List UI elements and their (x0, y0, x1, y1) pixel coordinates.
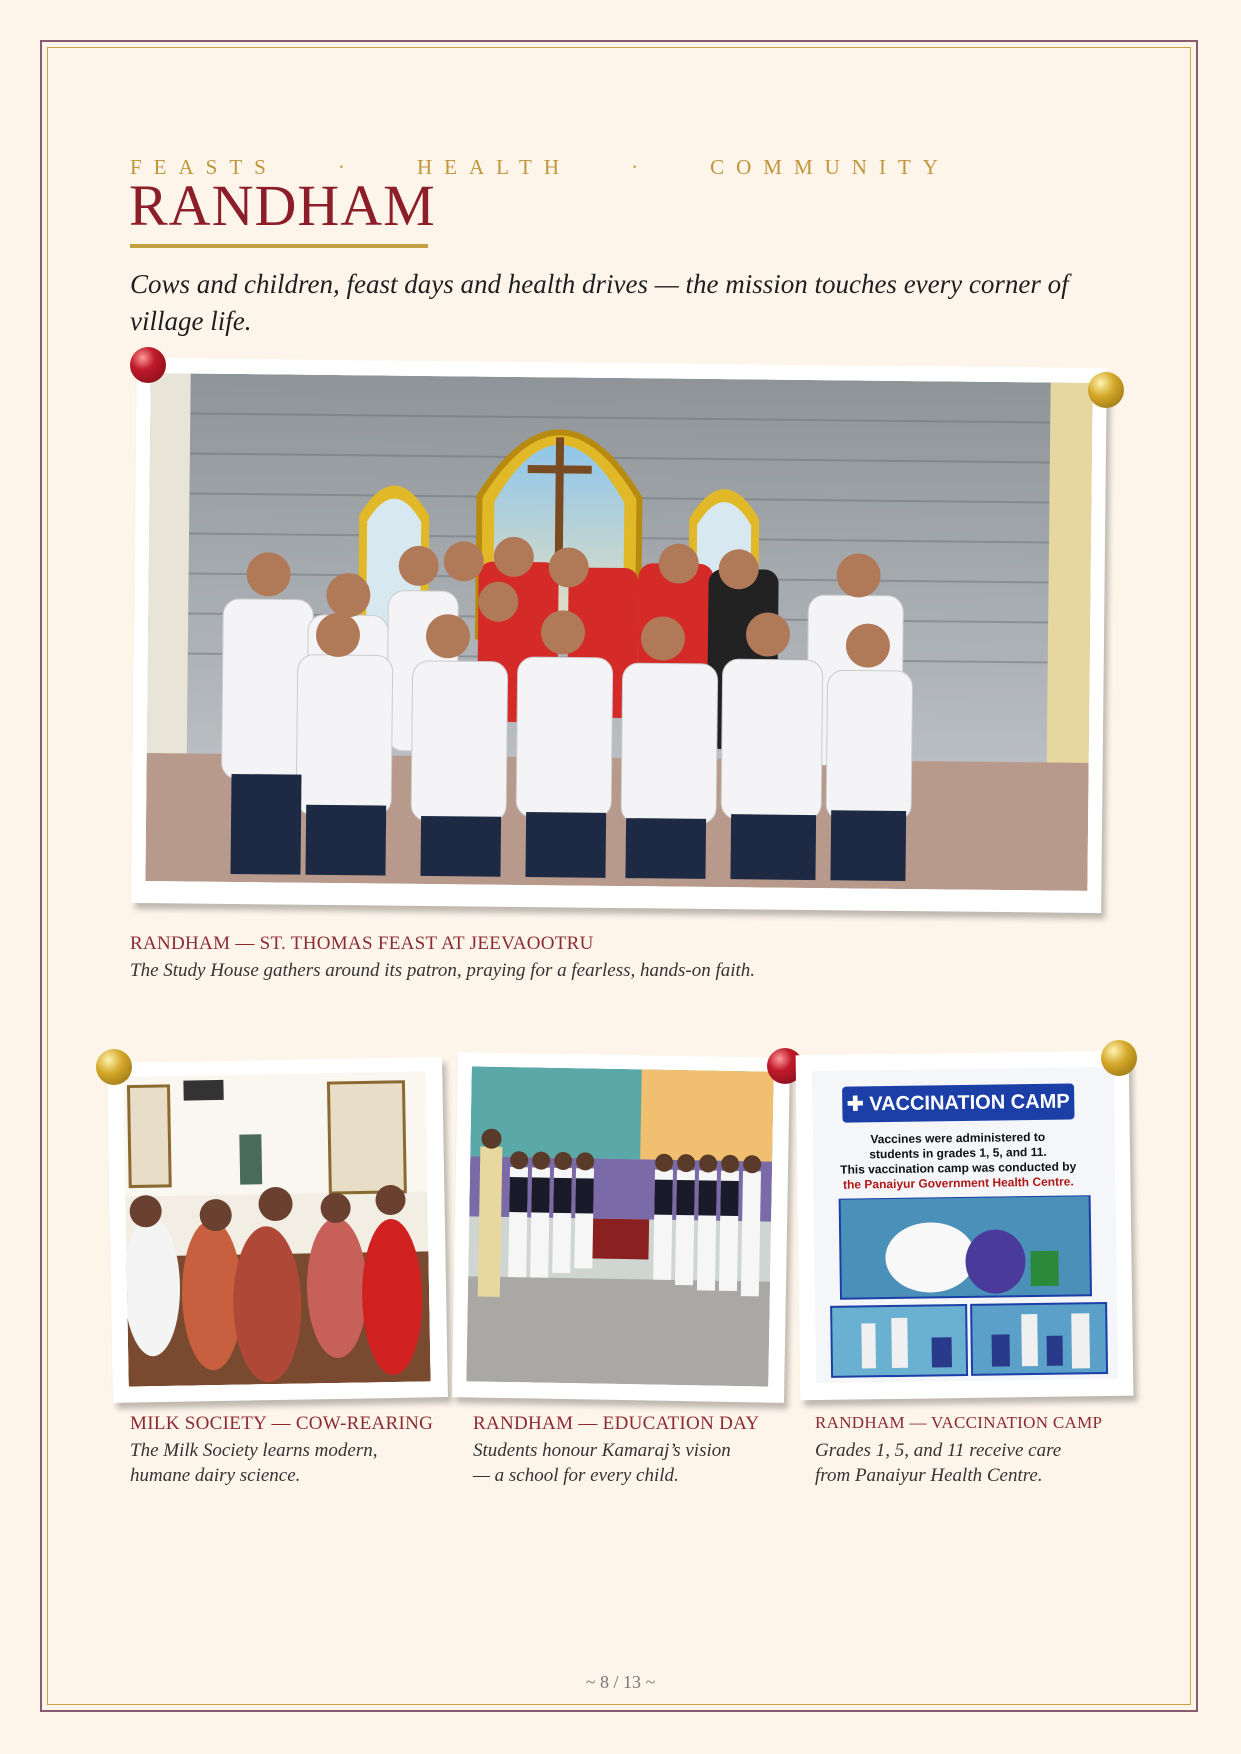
vaccination-photos-image (820, 1195, 1112, 1379)
gold-pushpin-icon (1101, 1040, 1137, 1076)
gold-pushpin-icon (1088, 372, 1124, 408)
eyebrow-dot: · (337, 155, 357, 179)
milk-society-photo-frame (107, 1057, 448, 1403)
main-caption-text: The Study House gathers around its patron, praying for a fearless, hands-on faith. (130, 960, 756, 981)
eyebrow-word: COMMUNITY (710, 155, 950, 179)
page-number: ~ 8 / 13 ~ (585, 1672, 656, 1692)
lede-text: Cows and children, feast days and health drives — the mission touches every corner of village life. (130, 269, 1069, 336)
main-caption-title: RANDHAM — ST. THOMAS FEAST AT JEEVAOOTRU (130, 933, 594, 954)
gold-pushpin-icon (96, 1049, 132, 1085)
vaccination-caption-title: RANDHAM — VACCINATION CAMP (815, 1413, 1103, 1432)
milk-society-caption-text: The Milk Society learns modern, humane dairy science. (130, 1440, 378, 1486)
vaccination-banner: ✚ VACCINATION CAMP (842, 1083, 1074, 1122)
milk-society-photo (123, 1071, 430, 1386)
main-photo (145, 373, 1092, 891)
vaccination-photo-frame (796, 1051, 1134, 1401)
education-day-caption-text: Students honour Kamaraj’s vision — a school for every child. (473, 1440, 731, 1486)
red-pushpin-icon (130, 347, 166, 383)
main-photo-frame (131, 358, 1107, 913)
group-photo-image (145, 373, 1092, 891)
education-day-caption-title: RANDHAM — EDUCATION DAY (473, 1413, 760, 1434)
eyebrow-dot: · (631, 155, 651, 179)
plus-shield-icon: ✚ (846, 1093, 870, 1116)
title-underline (130, 244, 428, 248)
vaccination-poster (812, 1067, 1118, 1383)
meeting-hall-image (123, 1071, 430, 1386)
vaccination-poster-text: Vaccines were administered to students in grades 1, 5, and 11. This vaccination camp was conducted by the Panaiyur Government Health Centre. (840, 1129, 1077, 1192)
education-day-photo (466, 1066, 773, 1386)
education-day-photo-frame (452, 1052, 790, 1403)
vaccination-caption-text: Grades 1, 5, and 11 receive care from Panaiyur Health Centre. (815, 1440, 1062, 1486)
eyebrow-word: HEALTH (416, 155, 572, 179)
students-assembly-image (466, 1066, 773, 1386)
eyebrow-word: FEASTS (130, 155, 278, 179)
page-title: RANDHAM (129, 173, 436, 238)
milk-society-caption-title: MILK SOCIETY — COW-REARING (130, 1413, 434, 1434)
